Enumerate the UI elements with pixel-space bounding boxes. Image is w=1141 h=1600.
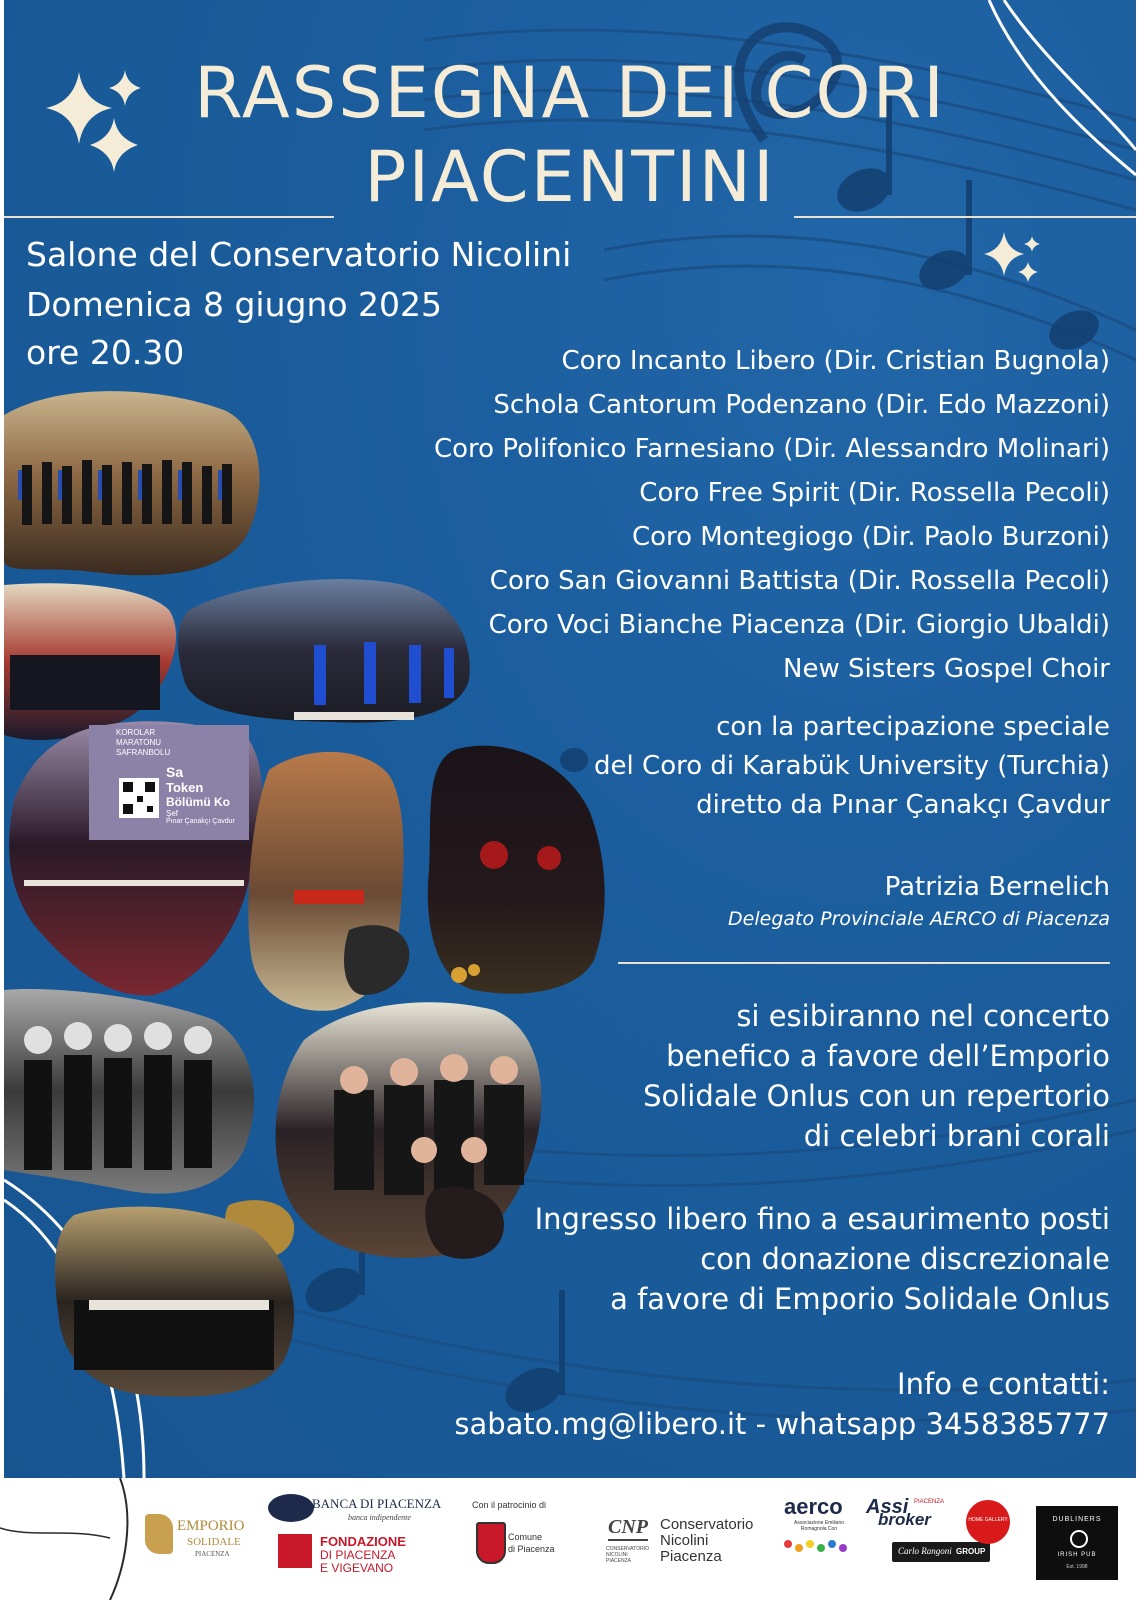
choir-item: Coro San Giovanni Battista (Dir. Rossella Pecoli)	[489, 566, 1110, 596]
emporio-line: PIACENZA	[195, 1550, 230, 1558]
line-decoration	[0, 1478, 140, 1600]
sponsor-logos	[0, 1478, 1141, 1600]
delegate-role: Delegato Provinciale AERCO di Piacenza	[728, 908, 1110, 930]
banca-line: banca indipendente	[348, 1513, 411, 1522]
fondazione-mark-icon	[278, 1534, 312, 1568]
aerco-name: aerco	[784, 1494, 843, 1519]
dot-icon	[806, 1540, 814, 1548]
logo-banca-di-piacenza	[268, 1492, 442, 1528]
concert-line: si esibiranno nel concerto	[736, 999, 1110, 1033]
logo-dubliners	[1036, 1506, 1118, 1580]
photo-screen-line: Şef	[166, 809, 179, 818]
comune-shield-icon	[476, 1522, 506, 1564]
banca-mark-icon	[268, 1494, 314, 1522]
choir-item: New Sisters Gospel Choir	[783, 654, 1110, 684]
poster-background	[4, 0, 1136, 1478]
dubliners-line: IRISH PUB	[1057, 1552, 1097, 1558]
logo-conservatorio	[606, 1516, 766, 1576]
dot-icon	[817, 1544, 825, 1552]
special-line: del Coro di Karabük University (Turchia)	[594, 751, 1110, 781]
contacts-heading: Info e contatti:	[897, 1367, 1110, 1401]
logo-aerco	[778, 1494, 858, 1564]
entry-line: Ingresso libero fino a esaurimento posti	[534, 1202, 1110, 1236]
event-date: Domenica 8 giugno 2025	[26, 285, 443, 324]
photo-screen-text	[94, 728, 244, 825]
concert-line: Solidale Onlus con un repertorio	[643, 1079, 1110, 1113]
patronage-label: Con il patrocinio di	[472, 1500, 547, 1510]
emporio-line: EMPORIO	[177, 1518, 245, 1534]
concert-line: benefico a favore dell’Emporio	[666, 1039, 1110, 1073]
photo-screen-line: Bölümü Ko	[166, 795, 230, 809]
aerco-sub: Associazione Emiliano Romagnola Cori	[793, 1520, 845, 1532]
divider-right	[794, 216, 1136, 218]
event-time: ore 20.30	[26, 333, 185, 372]
dot-icon	[839, 1544, 847, 1552]
conservatorio-line: Piacenza	[660, 1548, 722, 1565]
logo-home-gallery	[966, 1500, 1010, 1544]
home-gallery-label: HOME GALLERY	[968, 1517, 1008, 1523]
title-line-2: PIACENTINI	[364, 136, 776, 218]
assibroker-line: broker	[878, 1510, 931, 1529]
comune-line: di Piacenza	[508, 1544, 555, 1554]
choir-item: Coro Polifonico Farnesiano (Dir. Alessandro Molinari)	[433, 434, 1110, 464]
shamrock-icon	[1070, 1530, 1088, 1548]
logo-emporio-solidale	[145, 1508, 255, 1563]
fondazione-line: FONDAZIONE	[320, 1534, 406, 1549]
emporio-line: SOLIDALE	[187, 1536, 241, 1548]
special-line: con la partecipazione speciale	[716, 712, 1110, 742]
photo-screen-brand: KOROLAR MARATONU SAFRANBOLU	[116, 728, 171, 757]
entry-line: con donazione discrezionale	[700, 1242, 1110, 1276]
logo-comune-di-piacenza	[476, 1522, 566, 1572]
special-guest	[594, 708, 1110, 825]
comune-line: Comune	[508, 1532, 543, 1542]
carlo-tag: GROUP	[956, 1547, 986, 1556]
special-line: diretto da Pınar Çanakçı Çavdur	[696, 790, 1110, 820]
delegate-name: Patrizia Bernelich	[884, 872, 1110, 902]
concert-description	[643, 996, 1110, 1156]
assibroker-line: Assi	[866, 1496, 909, 1518]
photo-screen-line: Sa	[166, 764, 184, 780]
photo-screen-line: Token	[166, 780, 204, 795]
logo-fondazione	[278, 1530, 428, 1580]
banca-line: BANCA DI PIACENZA	[312, 1496, 442, 1511]
fondazione-line: E VIGEVANO	[320, 1561, 394, 1575]
assibroker-tag: PIACENZA	[914, 1499, 945, 1505]
choir-item: Coro Incanto Libero (Dir. Cristian Bugnola)	[561, 346, 1110, 376]
dot-icon	[784, 1540, 792, 1548]
venue: Salone del Conservatorio Nicolini	[26, 235, 572, 274]
conservatorio-small: CONSERVATORIO NICOLINI PIACENZA	[606, 1546, 649, 1564]
divider-mid	[618, 962, 1110, 964]
photo-screen-line: Pınar Çanakçı Çavdur	[166, 818, 235, 825]
entry-line: a favore di Emporio Solidale Onlus	[610, 1282, 1110, 1316]
logo-carlo-rangoni	[892, 1542, 990, 1562]
fondazione-line: DI PIACENZA	[320, 1548, 396, 1562]
conservatorio-line: Nicolini	[660, 1532, 709, 1549]
choir-item: Coro Montegiogo (Dir. Paolo Burzoni)	[631, 522, 1110, 552]
aerco-dots-icon	[784, 1538, 854, 1554]
concert-line: di celebri brani corali	[803, 1119, 1110, 1153]
logo-assibroker	[866, 1496, 956, 1532]
choir-item: Coro Voci Bianche Piacenza (Dir. Giorgio Ubaldi)	[488, 610, 1110, 640]
dot-icon	[828, 1540, 836, 1548]
emporio-mark-icon	[145, 1514, 173, 1554]
dubliners-line: DUBLINERS	[1052, 1516, 1102, 1523]
dot-icon	[795, 1544, 803, 1552]
carlo-name: Carlo Rangoni	[898, 1546, 952, 1556]
title-line-1: RASSEGNA DEI CORI	[194, 52, 946, 134]
choir-item: Schola Cantorum Podenzano (Dir. Edo Mazzoni)	[493, 390, 1110, 420]
choir-item: Coro Free Spirit (Dir. Rossella Pecoli)	[639, 478, 1110, 508]
dubliners-line: Est. 1998	[1066, 1564, 1088, 1570]
contacts-line: sabato.mg@libero.it - whatsapp 3458385777	[454, 1407, 1110, 1441]
conservatorio-line: Conservatorio	[660, 1516, 754, 1533]
conservatorio-mark: CNP	[608, 1516, 648, 1541]
